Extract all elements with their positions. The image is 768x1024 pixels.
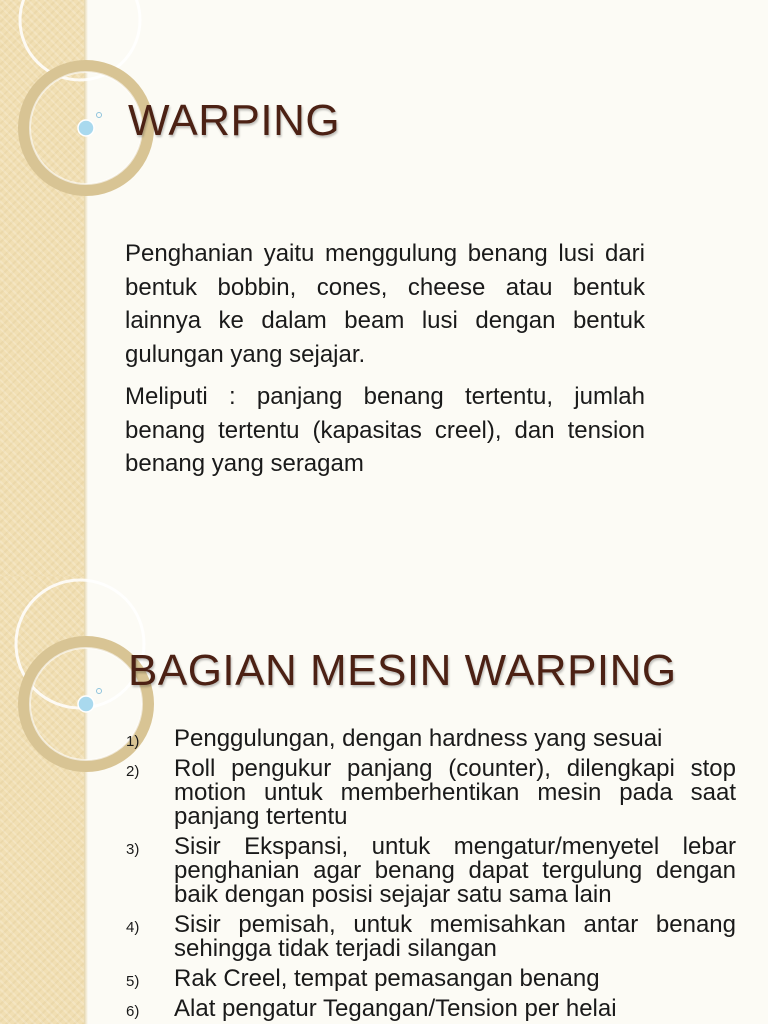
list-item [126,757,736,829]
list-item [126,835,736,907]
list-number: 6) [126,1003,140,1020]
list-number: 1) [126,733,140,750]
list-number: 5) [126,973,140,990]
list-number: 2) [126,763,140,780]
list-item [126,967,736,991]
slide-body [125,237,645,490]
list-number: 4) [126,919,140,936]
list-item [126,727,736,751]
parts-list [126,727,736,1024]
accent-dot-icon [78,120,94,136]
list-item-text: Sisir pemisah, untuk memisahkan antar benang sehingga tidak terjadi silangan [174,911,736,962]
accent-dot-icon [78,696,94,712]
list-item-text: Alat pengatur Tegangan/Tension per helai [174,995,617,1022]
slide-title: BAGIAN MESIN WARPING [128,646,677,695]
paragraph-scope: Meliputi : panjang benang tertentu, jumlah benang tertentu (kapasitas creel), dan tension benang yang seragam [125,383,645,477]
list-number: 3) [126,841,140,858]
slide-title: WARPING [128,96,341,145]
slide-2 [0,576,768,1024]
list-item [126,913,736,961]
list-item-text: Penggulungan, dengan hardness yang sesuai [174,725,663,752]
paragraph-definition: Penghanian yaitu menggulung benang lusi dari bentuk bobbin, cones, cheese atau bentuk lainnya ke dalam beam lusi dengan bentuk gulungan yang sejajar. [125,240,645,368]
list-item-text: Sisir Ekspansi, untuk mengatur/menyetel lebar penghanian agar benang dapat tergulung dengan baik dengan posisi sejajar satu sama lain [174,833,736,908]
list-item-text: Rak Creel, tempat pemasangan benang [174,965,600,992]
list-item-text: Roll pengukur panjang (counter), dilengkapi stop motion untuk memberhentikan mesin pada saat panjang tertentu [174,755,736,830]
list-item [126,997,736,1021]
